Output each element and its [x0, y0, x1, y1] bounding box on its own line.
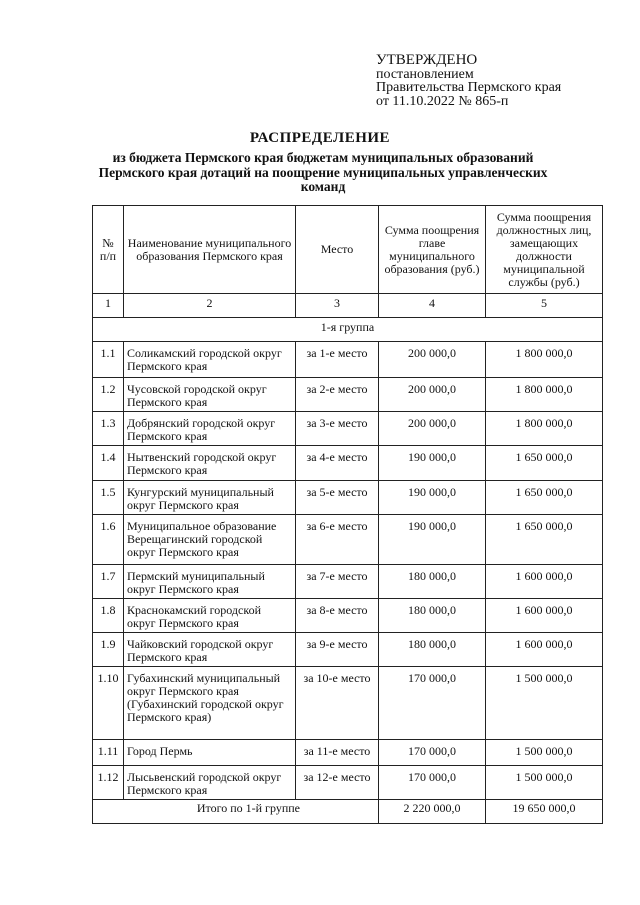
table-row: [93, 446, 603, 481]
total-label: Итого по 1-й группе: [93, 800, 379, 824]
place-label: за 10-е место: [296, 667, 379, 740]
approval-stamp: [376, 54, 561, 108]
municipality-name: Лысьвенский городской округ Пермского края: [124, 766, 296, 800]
row-number: 1.4: [93, 446, 124, 481]
group-row: [93, 318, 603, 342]
place-label: за 1-е место: [296, 342, 379, 378]
column-numbers-row: [93, 294, 603, 318]
table-row: [93, 515, 603, 565]
place-label: за 5-е место: [296, 481, 379, 515]
municipality-name: Губахинский муниципальный округ Пермского края (Губахинский городской округ Пермского края): [124, 667, 296, 740]
head-amount: 170 000,0: [379, 766, 486, 800]
head-amount: 180 000,0: [379, 599, 486, 633]
head-amount: 180 000,0: [379, 633, 486, 667]
place-label: за 7-е место: [296, 565, 379, 599]
head-amount: 190 000,0: [379, 446, 486, 481]
group-label: 1-я группа: [93, 318, 603, 342]
row-number: 1.11: [93, 740, 124, 766]
header-num: № п/п: [93, 206, 124, 294]
table-row: [93, 481, 603, 515]
officials-amount: 1 500 000,0: [486, 667, 603, 740]
row-number: 1.9: [93, 633, 124, 667]
municipality-name: Город Пермь: [124, 740, 296, 766]
document-subtitle: из бюджета Пермского края бюджетам муниципальных образований Пермского края дотаций на поощрение муниципальных управленческих команд: [98, 150, 548, 194]
place-label: за 12-е место: [296, 766, 379, 800]
column-number: 5: [486, 294, 603, 318]
place-label: за 6-е место: [296, 515, 379, 565]
municipality-name: Соликамский городской округ Пермского края: [124, 342, 296, 378]
total-head-amount: 2 220 000,0: [379, 800, 486, 824]
officials-amount: 1 800 000,0: [486, 412, 603, 446]
column-number: 2: [124, 294, 296, 318]
municipality-name: Добрянский городской округ Пермского края: [124, 412, 296, 446]
header-name: Наименование муниципального образования Пермского края: [124, 206, 296, 294]
document-title: РАСПРЕДЕЛЕНИЕ: [249, 130, 391, 146]
table-row: [93, 342, 603, 378]
head-amount: 200 000,0: [379, 412, 486, 446]
table-row: [93, 412, 603, 446]
officials-amount: 1 500 000,0: [486, 740, 603, 766]
officials-amount: 1 800 000,0: [486, 378, 603, 412]
column-number: 4: [379, 294, 486, 318]
head-amount: 200 000,0: [379, 342, 486, 378]
row-number: 1.5: [93, 481, 124, 515]
distribution-table: [92, 205, 603, 824]
header-place: Место: [296, 206, 379, 294]
head-amount: 170 000,0: [379, 667, 486, 740]
table-header-row: [93, 206, 603, 294]
row-number: 1.7: [93, 565, 124, 599]
officials-amount: 1 500 000,0: [486, 766, 603, 800]
approval-line-2: Правительства Пермского края: [376, 80, 562, 95]
approval-line-1: постановлением: [376, 66, 474, 82]
officials-amount: 1 650 000,0: [486, 481, 603, 515]
municipality-name: Нытвенский городской округ Пермского края: [124, 446, 296, 481]
row-number: 1.2: [93, 378, 124, 412]
row-number: 1.12: [93, 766, 124, 800]
officials-amount: 1 650 000,0: [486, 515, 603, 565]
place-label: за 9-е место: [296, 633, 379, 667]
table-row: [93, 633, 603, 667]
table-row: [93, 766, 603, 800]
head-amount: 200 000,0: [379, 378, 486, 412]
head-amount: 180 000,0: [379, 565, 486, 599]
municipality-name: Чусовской городской округ Пермского края: [124, 378, 296, 412]
head-amount: 170 000,0: [379, 740, 486, 766]
place-label: за 11-е место: [296, 740, 379, 766]
row-number: 1.1: [93, 342, 124, 378]
row-number: 1.6: [93, 515, 124, 565]
municipality-name: Чайковский городской округ Пермского края: [124, 633, 296, 667]
table-row: [93, 599, 603, 633]
head-amount: 190 000,0: [379, 515, 486, 565]
header-officials-amount: Сумма поощрения должностных лиц, замещающих должности муниципальной службы (руб.): [486, 206, 603, 294]
officials-amount: 1 800 000,0: [486, 342, 603, 378]
header-head-amount: Сумма поощрения главе муниципального образования (руб.): [379, 206, 486, 294]
row-number: 1.3: [93, 412, 124, 446]
table-row: [93, 740, 603, 766]
officials-amount: 1 650 000,0: [486, 446, 603, 481]
officials-amount: 1 600 000,0: [486, 599, 603, 633]
table-row: [93, 667, 603, 740]
officials-amount: 1 600 000,0: [486, 565, 603, 599]
approval-heading: УТВЕРЖДЕНО: [376, 52, 478, 68]
place-label: за 4-е место: [296, 446, 379, 481]
column-number: 3: [296, 294, 379, 318]
total-officials-amount: 19 650 000,0: [486, 800, 603, 824]
municipality-name: Муниципальное образование Верещагинский городской округ Пермского края: [124, 515, 296, 565]
total-row: [93, 800, 603, 824]
municipality-name: Краснокамский городской округ Пермского края: [124, 599, 296, 633]
column-number: 1: [93, 294, 124, 318]
place-label: за 8-е место: [296, 599, 379, 633]
table-row: [93, 378, 603, 412]
place-label: за 3-е место: [296, 412, 379, 446]
municipality-name: Пермский муниципальный округ Пермского края: [124, 565, 296, 599]
table-row: [93, 565, 603, 599]
place-label: за 2-е место: [296, 378, 379, 412]
row-number: 1.8: [93, 599, 124, 633]
approval-line-3: от 11.10.2022 № 865-п: [376, 93, 509, 109]
municipality-name: Кунгурский муниципальный округ Пермского края: [124, 481, 296, 515]
officials-amount: 1 600 000,0: [486, 633, 603, 667]
row-number: 1.10: [93, 667, 124, 740]
head-amount: 190 000,0: [379, 481, 486, 515]
